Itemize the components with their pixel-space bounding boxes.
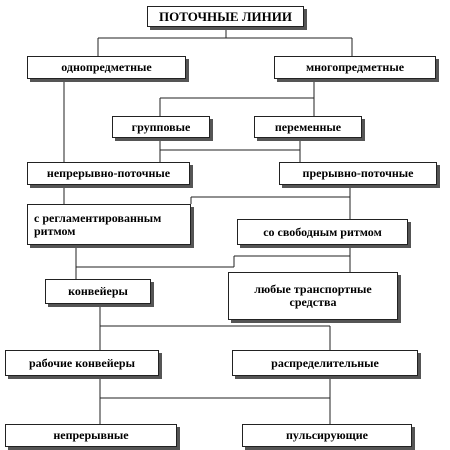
node-variable: переменные <box>254 116 362 138</box>
node-multi-subject: многопредметные <box>274 56 436 79</box>
node-conveyors: конвейеры <box>45 279 151 304</box>
node-pulsating: пульсирующие <box>242 424 412 447</box>
node-working-conveyors: рабочие конвейеры <box>5 350 159 376</box>
node-continuous: непрерывные <box>5 424 177 447</box>
node-any-transport: любые транспортные средства <box>228 272 398 320</box>
node-group: групповые <box>112 116 210 138</box>
node-distribution: распределительные <box>232 350 418 376</box>
node-discontinuous-flow: прерывно-поточные <box>279 162 437 185</box>
node-single-subject: однопредметные <box>27 56 186 79</box>
node-continuous-flow: непрерывно-поточные <box>27 162 190 185</box>
node-free-rhythm: со свободным ритмом <box>237 219 408 245</box>
title-node: ПОТОЧНЫЕ ЛИНИИ <box>147 6 304 27</box>
node-regulated-rhythm: с регламентированным ритмом <box>27 204 191 245</box>
